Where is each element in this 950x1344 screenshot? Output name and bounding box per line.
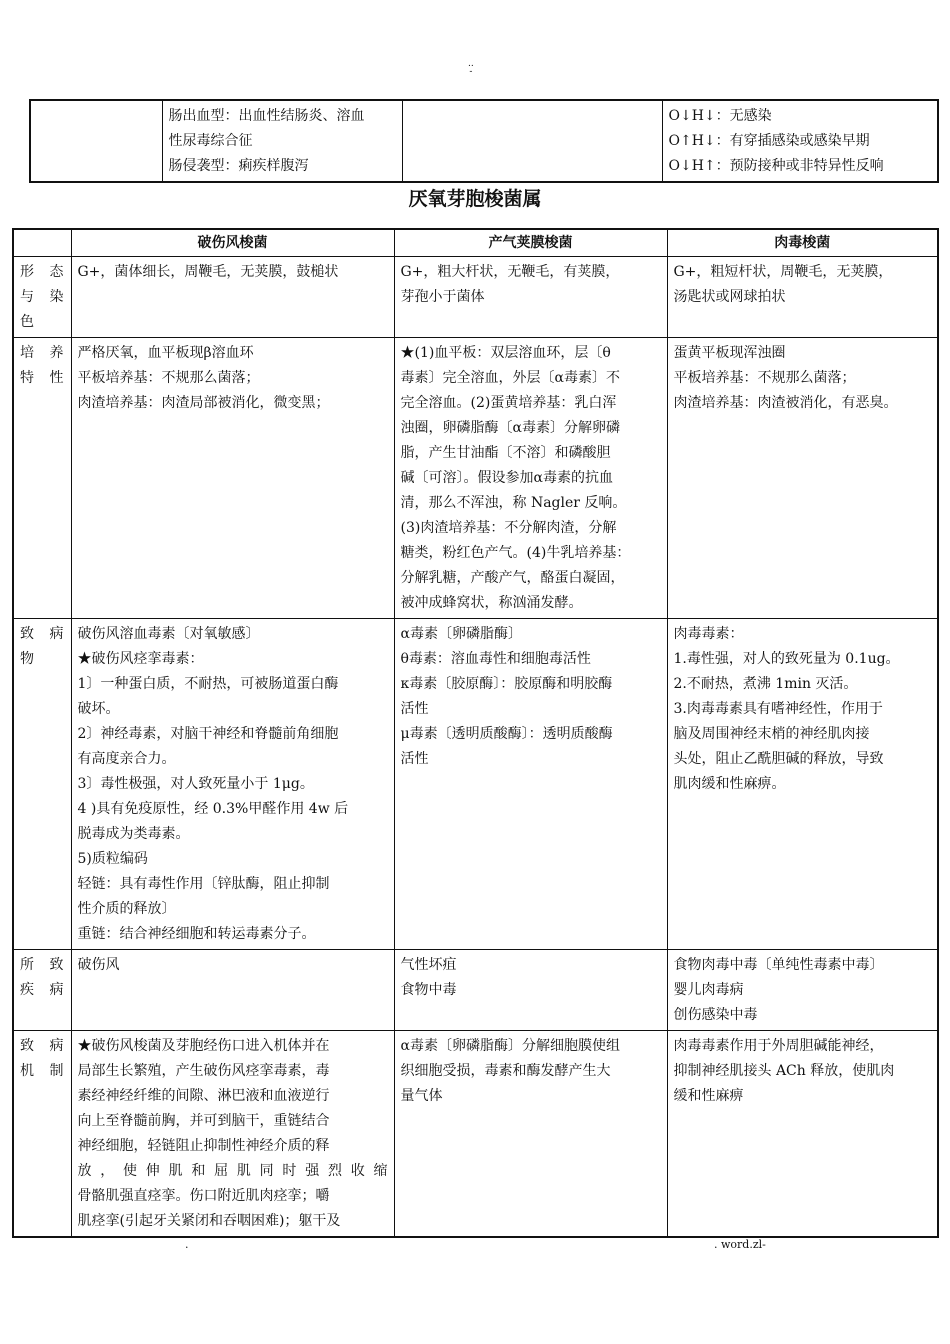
perfringens-cell: α毒素〔卵磷脂酶〕分解细胞膜使组 织细胞受损，毒素和酶发酵产生大 量气体 [394,1031,667,1238]
continued-col3 [402,100,662,182]
row-label: 培养 特性 [13,338,71,619]
table-row [13,950,938,1031]
header-tetani: 破伤风梭菌 [71,229,394,257]
header-dots: .. [468,59,474,69]
tetani-cell: 严格厌氧，血平板现β溶血环 平板培养基：不规那么菌落； 肉渣培养基：肉渣局部被消化，微变黑； [71,338,394,619]
header-dash: - [469,67,473,77]
botulinum-cell: 肉毒毒素作用于外周胆碱能神经， 抑制神经肌接头 ACh 释放，使肌肉 缓和性麻痹 [667,1031,938,1238]
botulinum-cell: 肉毒毒素： 1.毒性强，对人的致死量为 0.1ug。 2.不耐热，煮沸 1min 灭活。 3.肉毒毒素具有嗜神经性，作用于 脑及周围神经末梢的神经肌肉接 头处，阻止乙酰胆碱的释放，导致 肌肉缓和性麻痹。 [667,619,938,950]
table-header-row [13,229,938,257]
table-row [13,338,938,619]
botulinum-cell: 食物肉毒中毒〔单纯性毒素中毒〕 婴儿肉毒病 创伤感染中毒 [667,950,938,1031]
tetani-cell: 破伤风 [71,950,394,1031]
perfringens-cell: α毒素〔卵磷脂酶〕 θ毒素：溶血毒性和细胞毒活性 κ毒素〔胶原酶〕：胶原酶和明胶酶 活性 μ毒素〔透明质酸酶〕：透明质酸酶 活性 [394,619,667,950]
footer-right: . word.zl- [714,1238,766,1251]
tetani-cell: 破伤风溶血毒素〔对氧敏感〕 ★破伤风痉挛毒素： 1〕一种蛋白质，不耐热，可被肠道蛋白酶 破坏。 2〕神经毒素，对脑干神经和脊髓前角细胞 有高度亲合力。 3〕毒性极强，对人致死量小于 1μg。 4 )具有免疫原性，经 0.3%甲醛作用 4w 后 脱毒成为类毒素。 5)质粒编码 轻链：具有毒性作用〔锌肽酶，阻止抑制 性介质的释放〕 重链：结合神经细胞和转运毒素分子。 [71,619,394,950]
perfringens-cell: 气性坏疽 食物中毒 [394,950,667,1031]
table-row [13,619,938,950]
perfringens-cell: ★(1)血平板：双层溶血环，层〔θ 毒素〕完全溶血，外层〔α毒素〕不 完全溶血。(2)蛋黄培养基：乳白浑 浊圈，卵磷脂酶〔α毒素〕分解卵磷 脂，产生甘油酯〔不溶〕和磷酸胆 碱〔可溶〕。假设参加α毒素的抗血 清，那么不浑浊，称 Nagler 反响。 (3)肉渣培养基：不分解肉渣，分解 糖类，粉红色产气。(4)牛乳培养基： 分解乳糖，产酸产气，酪蛋白凝固， 被冲成蜂窝状，称汹涌发酵。 [394,338,667,619]
header-perfringens: 产气荚膜梭菌 [394,229,667,257]
table-row [13,257,938,338]
tetani-cell: G+，菌体细长，周鞭毛，无荚膜，鼓槌状 [71,257,394,338]
row-label: 形态 与染 色 [13,257,71,338]
section-title: 厌氧芽胞梭菌属 [408,188,542,210]
row-label: 致病 机制 [13,1031,71,1238]
header-blank [13,229,71,257]
perfringens-cell: G+，粗大杆状，无鞭毛，有荚膜， 芽孢小于菌体 [394,257,667,338]
continued-col2: 肠出血型：出血性结肠炎、溶血 性尿毒综合征 肠侵袭型：痢疾样腹泻 [162,100,402,182]
botulinum-cell: G+，粗短杆状，周鞭毛，无荚膜， 汤匙状或网球拍状 [667,257,938,338]
header-botulinum: 肉毒梭菌 [667,229,938,257]
clostridium-table [12,228,939,1238]
row-label: 所致 疾病 [13,950,71,1031]
page-header-marks [468,60,474,76]
botulinum-cell: 蛋黄平板现浑浊圈 平板培养基：不规那么菌落； 肉渣培养基：肉渣被消化，有恶臭。 [667,338,938,619]
table-row [13,1031,938,1238]
continued-col4: O↓H↓：无感染 O↑H↓：有穿插感染或感染早期 O↓H↑：预防接种或非特异性反响 [662,100,938,182]
continued-col1 [30,100,162,182]
tetani-cell: ★破伤风梭菌及芽胞经伤口进入机体并在 局部生长繁殖，产生破伤风痉挛毒素，毒 素经神经纤维的间隙、淋巴液和血液逆行 向上至脊髓前胸，并可到脑干，重链结合 神经细胞，轻链阻止抑制性神经介质的释 放，使伸肌和屈肌同时强烈收缩 骨骼肌强直痉挛。伤口附近肌肉痉挛；嚼 肌痉挛(引起牙关紧闭和吞咽困难)；躯干及 [71,1031,394,1238]
continued-table [29,99,939,183]
row-label: 致病 物 [13,619,71,950]
footer-left: . [185,1238,189,1251]
